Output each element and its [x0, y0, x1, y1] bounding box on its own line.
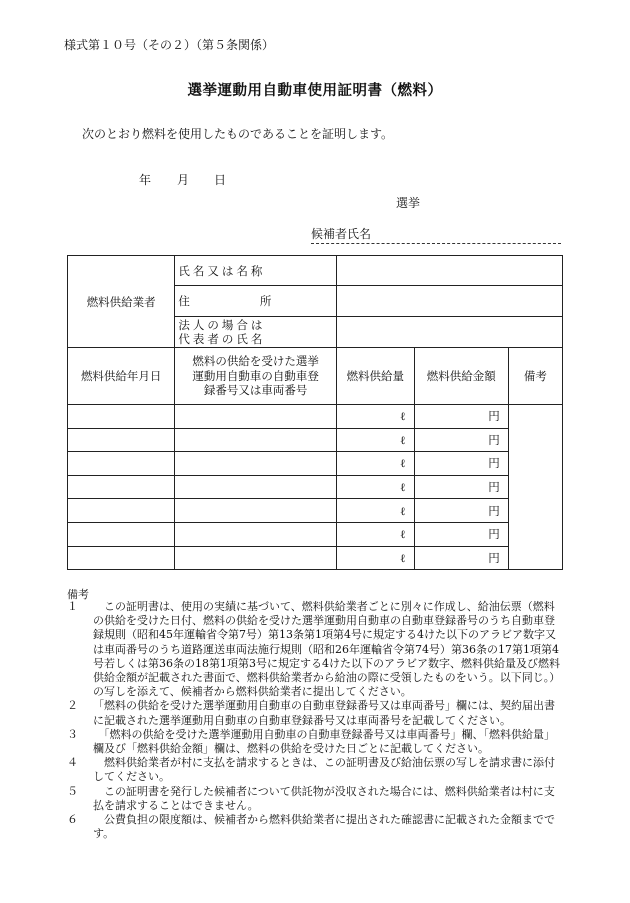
date-year-label: 年 [139, 173, 152, 187]
supply-date-cell[interactable] [68, 522, 175, 546]
candidate-name-line[interactable] [311, 243, 561, 244]
header-fuel-quantity: 燃料供給量 [336, 348, 414, 405]
vehicle-number-cell[interactable] [175, 452, 337, 476]
certification-statement: 次のとおり燃料を使用したものであることを証明します。 [82, 127, 394, 141]
fuel-usage-table [67, 255, 563, 570]
header-vehicle-number: 燃料の供給を受けた選挙 運動用自動車の自動車登 録番号又は車両番号 [175, 348, 337, 405]
date-month-label: 月 [177, 173, 190, 187]
supply-date-cell[interactable] [68, 452, 175, 476]
supplier-section-label: 燃料供給業者 [68, 256, 175, 348]
election-label: 選挙 [396, 196, 421, 210]
vehicle-number-cell[interactable] [175, 546, 337, 570]
note-item: １ この証明書は、使用の実績に基づいて、燃料供給業者ごとに別々に作成し、給油伝票（燃料の供給を受けた日付、燃料の供給を受けた選挙運動用自動車の自動車登録番号のうち自動車登録規則（昭和45年運輸省令第7号）第13条第1項第4号に規定する4けた以下のアラビア数字又は車両番号のうち道路運送車両法施行規則（昭和26年運輸省令第74号）第36条の17第1項第4号若しくは第36条の18第1項第3号に規定する4けた以下のアラビア数字、燃料供給量及び燃料供給金額が記載された書面で、燃料供給業者から給油の際に受領したものをいう。以下同じ。）の写しを添えて、候補者から燃料供給業者に提出してください。 [67, 600, 561, 699]
supply-date-cell[interactable] [68, 428, 175, 452]
supply-date-cell[interactable] [68, 499, 175, 523]
supply-date-cell[interactable] [68, 405, 175, 429]
date-day-label: 日 [214, 173, 227, 187]
table-row [68, 452, 563, 476]
note-item: ４ 燃料供給業者が村に支払を請求するときは、この証明書及び給油伝票の写しを請求書に添付してください。 [67, 756, 555, 784]
supplier-representative-field[interactable] [336, 317, 562, 348]
supplier-address-field[interactable] [336, 286, 562, 317]
vehicle-number-cell[interactable] [175, 428, 337, 452]
remarks-cell[interactable] [508, 405, 562, 570]
note-item: ５ この証明書を発行した候補者について供託物が没収された場合には、燃料供給業者は村に支払を請求することはできません。 [67, 784, 555, 812]
form-number: 様式第１０号（その２）（第５条関係） [64, 38, 275, 52]
fuel-amount-cell[interactable]: 円 [414, 546, 508, 570]
vehicle-number-cell[interactable] [175, 475, 337, 499]
fuel-quantity-cell[interactable]: ℓ [336, 405, 414, 429]
fuel-quantity-cell[interactable]: ℓ [336, 428, 414, 452]
fuel-amount-cell[interactable]: 円 [414, 452, 508, 476]
table-row [68, 475, 563, 499]
fuel-amount-cell[interactable]: 円 [414, 405, 508, 429]
table-row [68, 499, 563, 523]
note-item: ３ 「燃料の供給を受けた選挙運動用自動車の自動車登録番号又は車両番号」欄、「燃料供給量」欄及び「燃料供給金額」欄は、燃料の供給を受けた日ごとに記載してください。 [67, 727, 555, 756]
table-row [68, 522, 563, 546]
supplier-name-field[interactable] [336, 256, 562, 286]
note-item: ６ 公費負担の限度額は、候補者から燃料供給業者に提出された確認書に記載された金額までです。 [67, 813, 555, 841]
fuel-amount-cell[interactable]: 円 [414, 428, 508, 452]
table-row [68, 428, 563, 452]
table-row [68, 546, 563, 570]
header-fuel-amount: 燃料供給金額 [414, 348, 508, 405]
note-item: ２ 「燃料の供給を受けた選挙運動用自動車の自動車登録番号又は車両番号」欄には、契約届出書に記載された選挙運動用自動車の自動車登録番号又は車両番号を記載してください。 [67, 699, 555, 727]
supplier-name-label: 氏名又は名称 [175, 256, 337, 286]
fuel-amount-cell[interactable]: 円 [414, 499, 508, 523]
fuel-quantity-cell[interactable]: ℓ [336, 546, 414, 570]
supplier-representative-label: 法人の場合は 代表者の氏名 [175, 317, 337, 348]
candidate-name-label: 候補者氏名 [311, 227, 372, 241]
fuel-quantity-cell[interactable]: ℓ [336, 475, 414, 499]
fuel-quantity-cell[interactable]: ℓ [336, 522, 414, 546]
vehicle-number-cell[interactable] [175, 405, 337, 429]
fuel-quantity-cell[interactable]: ℓ [336, 499, 414, 523]
header-supply-date: 燃料供給年月日 [68, 348, 175, 405]
table-row [68, 405, 563, 429]
vehicle-number-cell[interactable] [175, 499, 337, 523]
supplier-address-label: 住 所 [175, 286, 337, 317]
notes-heading: 備考 [67, 588, 89, 601]
document-title: 選挙運動用自動車使用証明書（燃料） [187, 82, 443, 99]
header-remarks: 備考 [508, 348, 562, 405]
fuel-amount-cell[interactable]: 円 [414, 522, 508, 546]
vehicle-number-cell[interactable] [175, 522, 337, 546]
supply-date-cell[interactable] [68, 475, 175, 499]
fuel-amount-cell[interactable]: 円 [414, 475, 508, 499]
fuel-quantity-cell[interactable]: ℓ [336, 452, 414, 476]
notes-list [67, 600, 565, 841]
supply-date-cell[interactable] [68, 546, 175, 570]
